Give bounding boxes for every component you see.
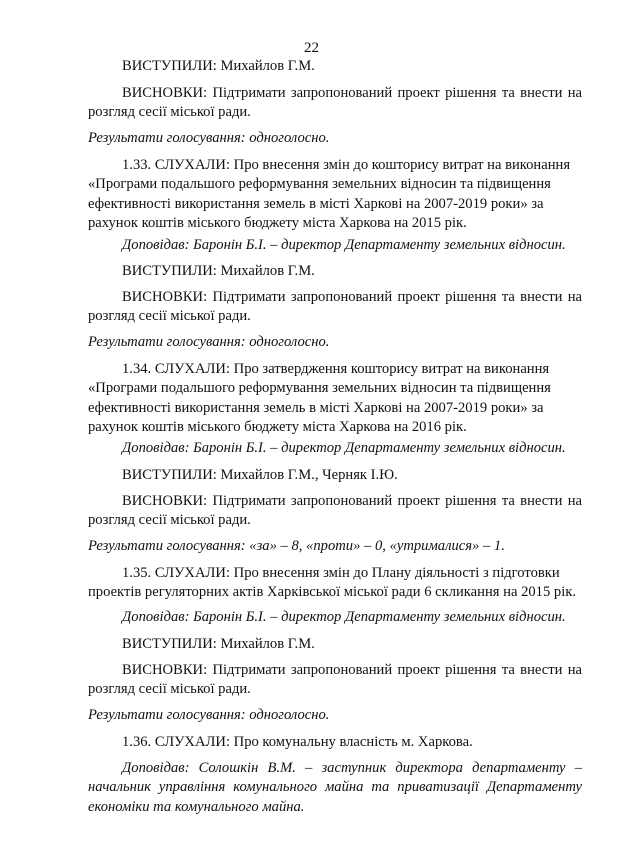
- reporter-paragraph: Доповідав: Солошкін В.М. – заступник директора департаменту – начальник управління комунального майна та приватизації Департаменту економіки та комунального майна.: [88, 760, 582, 815]
- agenda-item-1-36: 1.36. СЛУХАЛИ: Про комунальну власність м. Харкова.: [122, 734, 473, 750]
- voting-result: Результати голосування: одноголосно.: [88, 707, 330, 723]
- agenda-item-1-35: 1.35. СЛУХАЛИ: Про внесення змін до Плану діяльності з підготовки проектів регуляторних актів Харківської міської ради 6 скликання на 2015 рік.: [88, 565, 576, 601]
- agenda-item-1-34: 1.34. СЛУХАЛИ: Про затвердження кошторису витрат на виконання «Програми подальшого реформування земельних відносин та підвищення ефективності використання земель в місті Харкові на 2007-2019 роки» за рахунок коштів міського бюджету міста Харкова на 2016 рік.: [88, 361, 551, 436]
- conclusions-paragraph: ВИСНОВКИ: Підтримати запропонований проект рішення та внести на розгляд сесії міської ради.: [88, 493, 582, 529]
- speakers-line: ВИСТУПИЛИ: Михайлов Г.М.: [122, 58, 315, 74]
- voting-result: Результати голосування: одноголосно.: [88, 130, 330, 146]
- conclusions-paragraph: ВИСНОВКИ: Підтримати запропонований проект рішення та внести на розгляд сесії міської ради.: [88, 85, 582, 121]
- voting-result: Результати голосування: «за» – 8, «проти» – 0, «утрималися» – 1.: [88, 538, 505, 554]
- reporter-line: Доповідав: Баронін Б.І. – директор Департаменту земельних відносин.: [122, 440, 566, 456]
- voting-result: Результати голосування: одноголосно.: [88, 334, 330, 350]
- speakers-line: ВИСТУПИЛИ: Михайлов Г.М.: [122, 263, 315, 279]
- conclusions-paragraph: ВИСНОВКИ: Підтримати запропонований проект рішення та внести на розгляд сесії міської ради.: [88, 289, 582, 325]
- speakers-line: ВИСТУПИЛИ: Михайлов Г.М.: [122, 636, 315, 652]
- agenda-item-1-33: 1.33. СЛУХАЛИ: Про внесення змін до кошторису витрат на виконання «Програми подальшого реформування земельних відносин та підвищення ефективності використання земель в місті Харкові на 2007-2019 роки» за рахунок коштів міського бюджету міста Харкова на 2015 рік.: [88, 157, 571, 232]
- conclusions-paragraph: ВИСНОВКИ: Підтримати запропонований проект рішення та внести на розгляд сесії міської ради.: [88, 662, 582, 698]
- reporter-line: Доповідав: Баронін Б.І. – директор Департаменту земельних відносин.: [122, 237, 566, 253]
- speakers-line: ВИСТУПИЛИ: Михайлов Г.М., Черняк І.Ю.: [122, 467, 398, 483]
- page-number: 22: [304, 40, 319, 56]
- reporter-line: Доповідав: Баронін Б.І. – директор Департаменту земельних відносин.: [122, 609, 566, 625]
